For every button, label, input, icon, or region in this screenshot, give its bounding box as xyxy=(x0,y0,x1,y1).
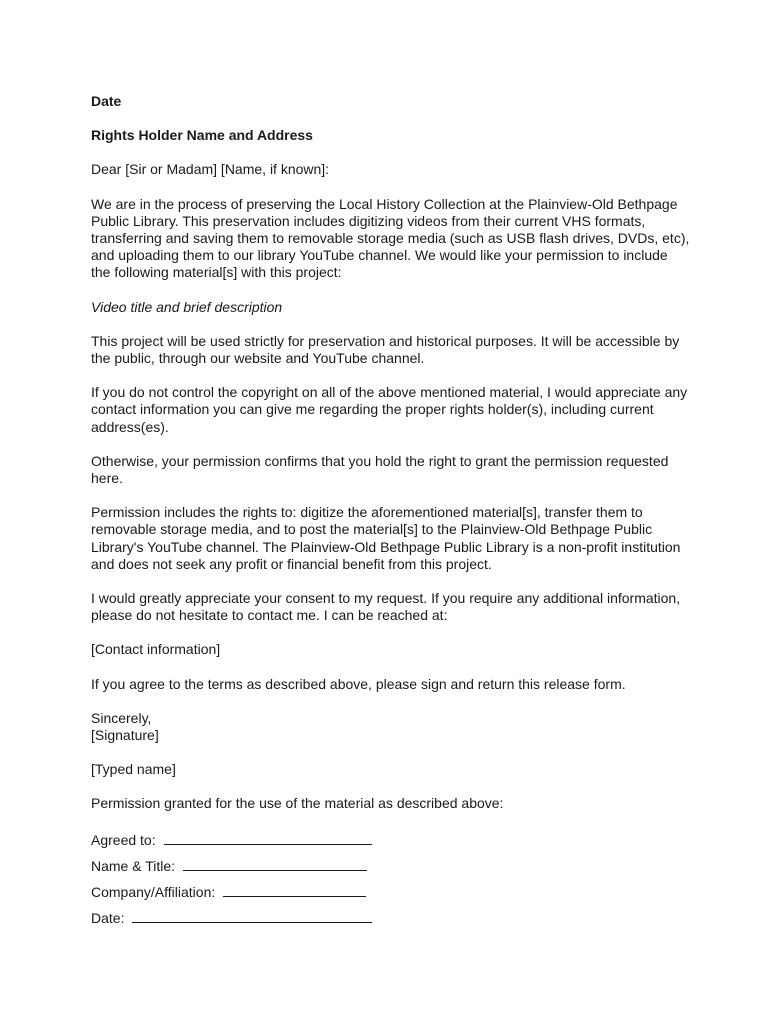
name-title-field xyxy=(91,856,691,873)
closing-block xyxy=(91,710,691,744)
permission-rights-paragraph: Permission includes the rights to: digitize the aforementioned material[s], transfer them to removable storage media, and to post the material[s] to the Plainview-Old Bethpage Public Library's YouTube channel. The Plainview-Old Bethpage Public Library is a non-profit institution and does not seek any profit or financial benefit from this project. xyxy=(91,504,681,572)
letter-body xyxy=(91,93,691,934)
rights-holder-heading: Rights Holder Name and Address xyxy=(91,127,313,144)
signature-placeholder: [Signature] xyxy=(91,727,159,744)
company-field xyxy=(91,882,691,899)
date-field xyxy=(91,908,691,925)
salutation: Dear [Sir or Madam] [Name, if known]: xyxy=(91,161,330,178)
company-blank[interactable] xyxy=(223,882,366,897)
typed-name-placeholder: [Typed name] xyxy=(91,761,176,778)
copyright-paragraph: If you do not control the copyright on all of the above mentioned material, I would appreciate any contact information you can give me regarding the proper rights holder(s), including current address(es). xyxy=(91,384,688,435)
consent-paragraph: I would greatly appreciate your consent to my request. If you require any additional information, please do not hesitate to contact me. I can be reached at: xyxy=(91,590,681,624)
closing: Sincerely, xyxy=(91,709,152,726)
usage-paragraph: This project will be used strictly for preservation and historical purposes. It will be accessible by the public, through our website and YouTube channel. xyxy=(91,332,680,367)
date-heading: Date xyxy=(91,93,122,109)
otherwise-paragraph: Otherwise, your permission confirms that you hold the right to grant the permission requested here. xyxy=(91,452,669,487)
date-label: Date: xyxy=(91,909,125,926)
permission-granted-line: Permission granted for the use of the material as described above: xyxy=(91,795,504,812)
company-label: Company/Affiliation: xyxy=(91,883,216,900)
agreed-to-label: Agreed to: xyxy=(91,831,156,848)
agree-paragraph: If you agree to the terms as described above, please sign and return this release form. xyxy=(91,675,626,692)
name-title-label: Name & Title: xyxy=(91,857,176,874)
name-title-blank[interactable] xyxy=(183,856,367,871)
intro-paragraph: We are in the process of preserving the Local History Collection at the Plainview-Old Bethpage Public Library. This preservation includes digitizing videos from their current VHS formats, transferring and saving them to removable storage media (such as USB flash drives, DVDs, etc), and uploading them to our library YouTube channel. We would like your permission to include the following material[s] with this project: xyxy=(91,195,690,281)
agreed-to-blank[interactable] xyxy=(164,830,372,845)
contact-information: [Contact information] xyxy=(91,641,221,658)
date-blank[interactable] xyxy=(132,908,372,923)
agreed-to-field xyxy=(91,830,691,847)
video-title-placeholder: Video title and brief description xyxy=(91,298,283,315)
